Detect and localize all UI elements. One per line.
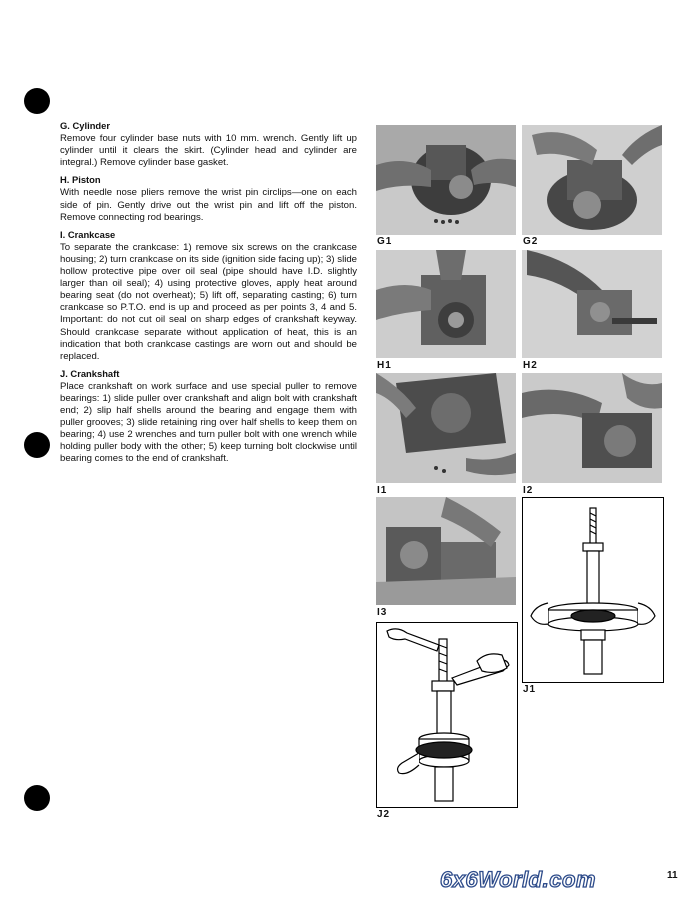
section-heading: J. Crankshaft bbox=[60, 367, 120, 379]
photo-i3 bbox=[376, 497, 516, 605]
punch-hole-bottom bbox=[24, 785, 50, 811]
section-body: Place crankshaft on work surface and use special puller to remove bearings: 1) slide puller over crankshaft and align bolt with crankshaft end; 2) slip half shells around the bearing and engage them with puller grooves; 3) slide retaining ring over half shells to keep them on bearing; 4) use 2 wrenches and turn puller bolt with one wrench while holding puller body with the other; 5) keep turning bolt clockwise until bearing comes to the end of crankshaft. bbox=[60, 380, 357, 465]
caption-h2: H2 bbox=[523, 360, 538, 371]
caption-h1: H1 bbox=[377, 360, 392, 371]
caption-j1: J1 bbox=[523, 684, 537, 695]
caption-j2: J2 bbox=[377, 809, 391, 820]
section-body: Remove four cylinder base nuts with 10 mm. wrench. Gently lift up cylinder until it clears the skirt. (Cylinder head and cylinder are integral.) Remove cylinder base gasket. bbox=[60, 133, 357, 169]
punch-hole-middle bbox=[24, 432, 50, 458]
caption-i2: I2 bbox=[523, 485, 534, 496]
photo-i2 bbox=[522, 373, 662, 483]
caption-g1: G1 bbox=[377, 236, 393, 247]
caption-i3: I3 bbox=[377, 607, 388, 618]
section-crankcase bbox=[60, 229, 357, 363]
caption-g2: G2 bbox=[523, 236, 539, 247]
drawing-j2 bbox=[376, 622, 518, 808]
photo-h2 bbox=[522, 250, 662, 358]
photo-h1 bbox=[376, 250, 516, 358]
section-body: To separate the crankcase: 1) remove six screws on the crankcase housing; 2) turn crankcase on its side (ignition side facing up); 3) slide hollow protective pipe over oil seal (pipe should have I.D. slightly larger than oil seal); 4) using protective gloves, apply heat around bearing seat (do not overheat); 5) lift off, separating casting; 6) turn crankcase so P.T.O. end is up and proceed as per points 3, 4 and 5. Important: do not cut oil seal on sharp edges of crankshaft keyway. Should crankcase separate without application of heat, this is an indication that both crankcase castings are worn out and should be replaced. bbox=[60, 241, 357, 362]
section-piston bbox=[60, 174, 357, 223]
punch-hole-top bbox=[24, 88, 50, 114]
instruction-text-column bbox=[60, 120, 357, 471]
page-number: 11 bbox=[667, 870, 678, 881]
caption-i1: I1 bbox=[377, 485, 388, 496]
photo-i1 bbox=[376, 373, 516, 483]
section-heading: I. Crankcase bbox=[60, 228, 116, 240]
section-heading: G. Cylinder bbox=[60, 120, 111, 131]
section-cylinder bbox=[60, 120, 357, 169]
section-crankshaft bbox=[60, 368, 357, 466]
section-heading: H. Piston bbox=[60, 174, 101, 186]
section-body: With needle nose pliers remove the wrist pin circlips—one on each side of pin. Gently drive out the wrist pin and lift off the piston. Remove connecting rod bearings. bbox=[60, 187, 357, 223]
watermark-logo: 6x6World.com bbox=[440, 867, 596, 892]
photo-g2 bbox=[522, 125, 662, 235]
photo-g1 bbox=[376, 125, 516, 235]
drawing-j1 bbox=[522, 497, 664, 683]
